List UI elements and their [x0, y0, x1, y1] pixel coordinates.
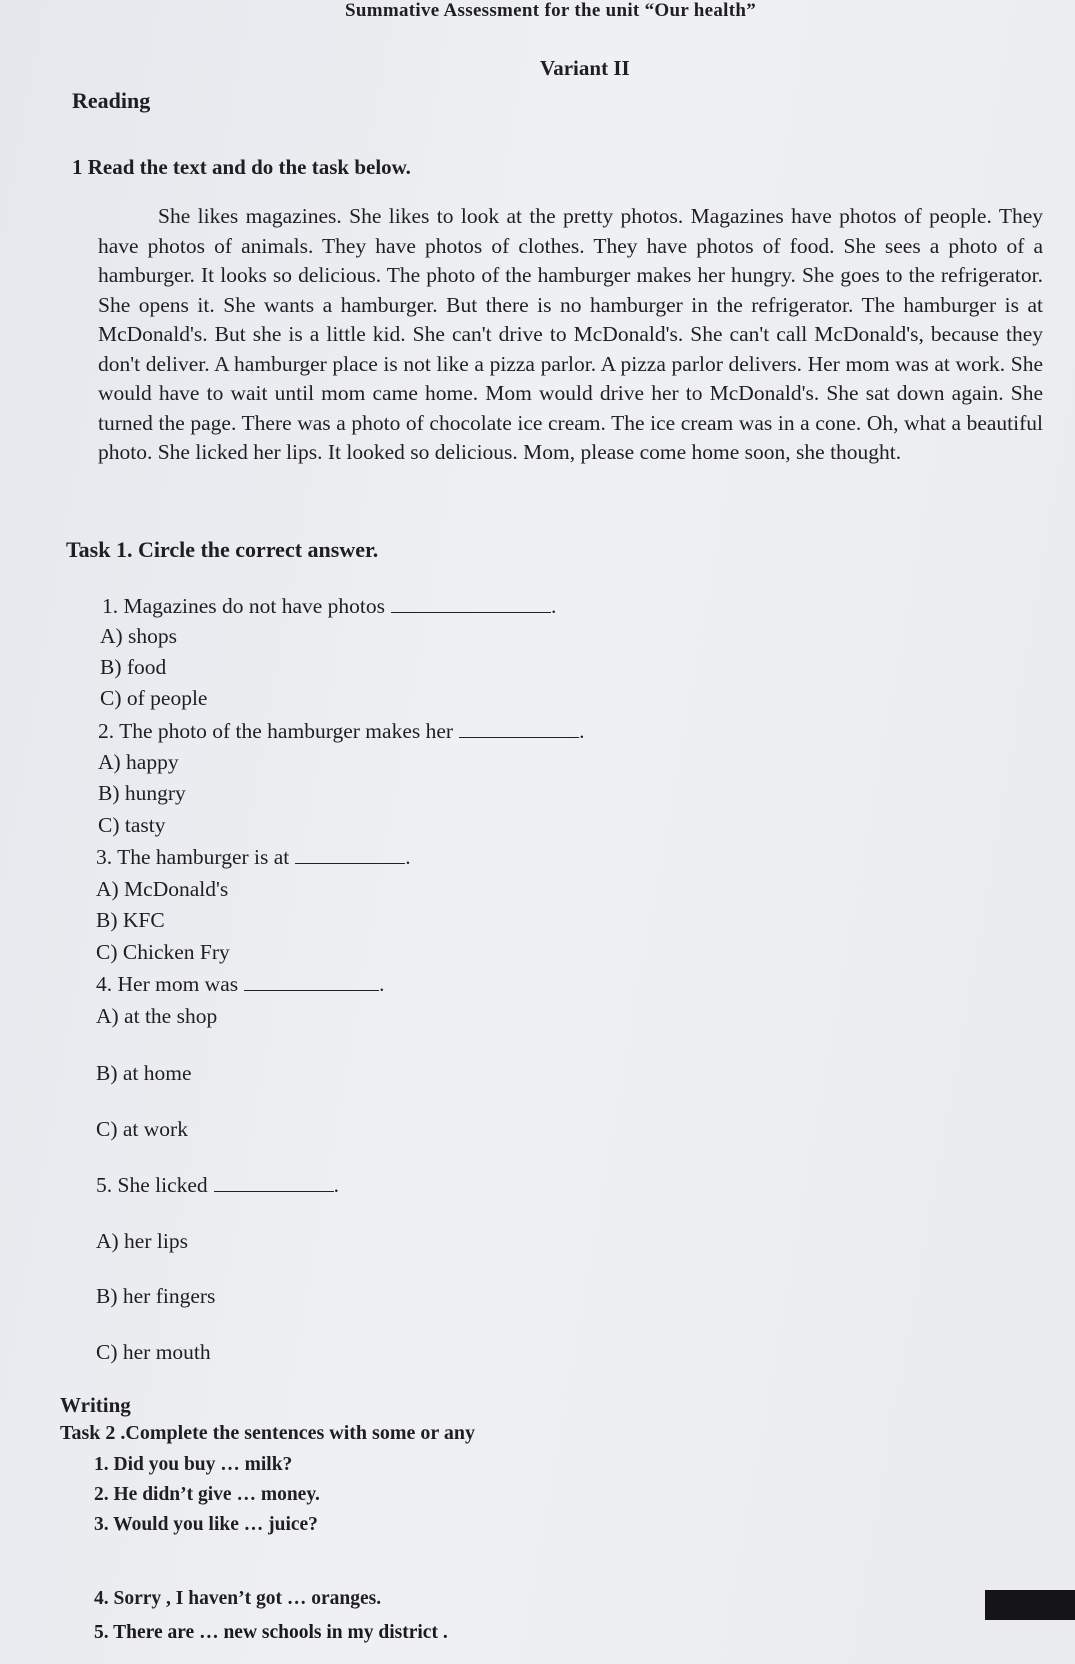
option-1c[interactable]: C) of people	[100, 686, 208, 710]
question-end: .	[379, 972, 385, 996]
question-end: .	[333, 1173, 340, 1197]
option-5b[interactable]: B) her fingers	[96, 1284, 216, 1308]
question-text: 4. Her mom was	[96, 972, 239, 996]
option-4c[interactable]: C) at work	[96, 1117, 188, 1141]
question-2	[98, 719, 584, 744]
answer-blank	[244, 976, 379, 991]
question-4	[96, 972, 385, 997]
question-5	[96, 1173, 339, 1198]
task2-heading: Task 2 .Complete the sentences with some or any	[60, 1422, 475, 1444]
question-text: 1. Magazines do not have photos	[102, 594, 386, 618]
option-2b[interactable]: B) hungry	[98, 781, 186, 805]
question-3	[96, 845, 411, 870]
option-4a[interactable]: A) at the shop	[96, 1004, 218, 1028]
question-text: 3. The hamburger is at	[96, 845, 290, 869]
writing-item-1: 1. Did you buy … milk?	[94, 1454, 293, 1475]
task1-heading: Task 1. Circle the correct answer.	[66, 537, 379, 562]
option-5c[interactable]: C) her mouth	[96, 1340, 211, 1364]
writing-item-3: 3. Would you like … juice?	[94, 1514, 318, 1535]
option-3a[interactable]: A) McDonald's	[96, 877, 229, 901]
reading-instruction: 1 Read the text and do the task below.	[72, 155, 411, 179]
option-5a[interactable]: A) her lips	[96, 1229, 188, 1253]
reading-passage: She likes magazines. She likes to look at the pretty photos. Magazines have photos of people. They have photos of animals. They have photos of clothes. They have photos of food. She sees a photo of a hamburger. It looks so delicious. The photo of the hamburger makes her hungry. She goes to the refrigerator. She opens it. She wants a hamburger. But there is no hamburger in the refrigerator. The hamburger is at McDonald's. But she is a little kid. She can't drive to McDonald's. She can't call McDonald's, because they don't deliver. A hamburger place is not like a pizza parlor. A pizza parlor delivers. Her mom was at work. She would have to wait until mom came home. Mom would drive her to McDonald's. She sat down again. She turned the page. There was a photo of chocolate ice cream. The ice cream was in a cone. Oh, what a beautiful photo. She licked her lips. It looked so delicious. Mom, please come home soon, she thought.	[98, 204, 1043, 464]
answer-blank	[459, 723, 579, 738]
writing-heading: Writing	[60, 1393, 131, 1417]
variant-label: Variant II	[540, 56, 630, 80]
document-title: Summative Assessment for the unit “Our health”	[345, 0, 757, 21]
question-1	[102, 594, 556, 619]
writing-item-5: 5. There are … new schools in my district .	[94, 1622, 448, 1643]
option-1b[interactable]: B) food	[100, 655, 167, 679]
answer-blank	[214, 1177, 334, 1192]
option-2c[interactable]: C) tasty	[98, 813, 166, 837]
writing-item-2: 2. He didn’t give … money.	[94, 1484, 320, 1505]
option-2a[interactable]: A) happy	[98, 750, 179, 774]
writing-item-4: 4. Sorry , I haven’t got … oranges.	[94, 1588, 382, 1609]
question-text: 5. She licked	[96, 1173, 208, 1197]
question-end: .	[551, 594, 557, 618]
answer-blank	[391, 598, 551, 613]
question-text: 2. The photo of the hamburger makes her	[98, 719, 454, 743]
answer-blank	[295, 849, 405, 864]
question-end: .	[579, 719, 585, 743]
option-3c[interactable]: C) Chicken Fry	[96, 940, 230, 964]
option-4b[interactable]: B) at home	[96, 1061, 192, 1085]
reading-heading: Reading	[72, 88, 151, 113]
option-3b[interactable]: B) KFC	[96, 908, 165, 932]
question-end: .	[405, 845, 411, 869]
screen-edge-shadow	[985, 1590, 1075, 1620]
option-1a[interactable]: A) shops	[100, 624, 178, 648]
